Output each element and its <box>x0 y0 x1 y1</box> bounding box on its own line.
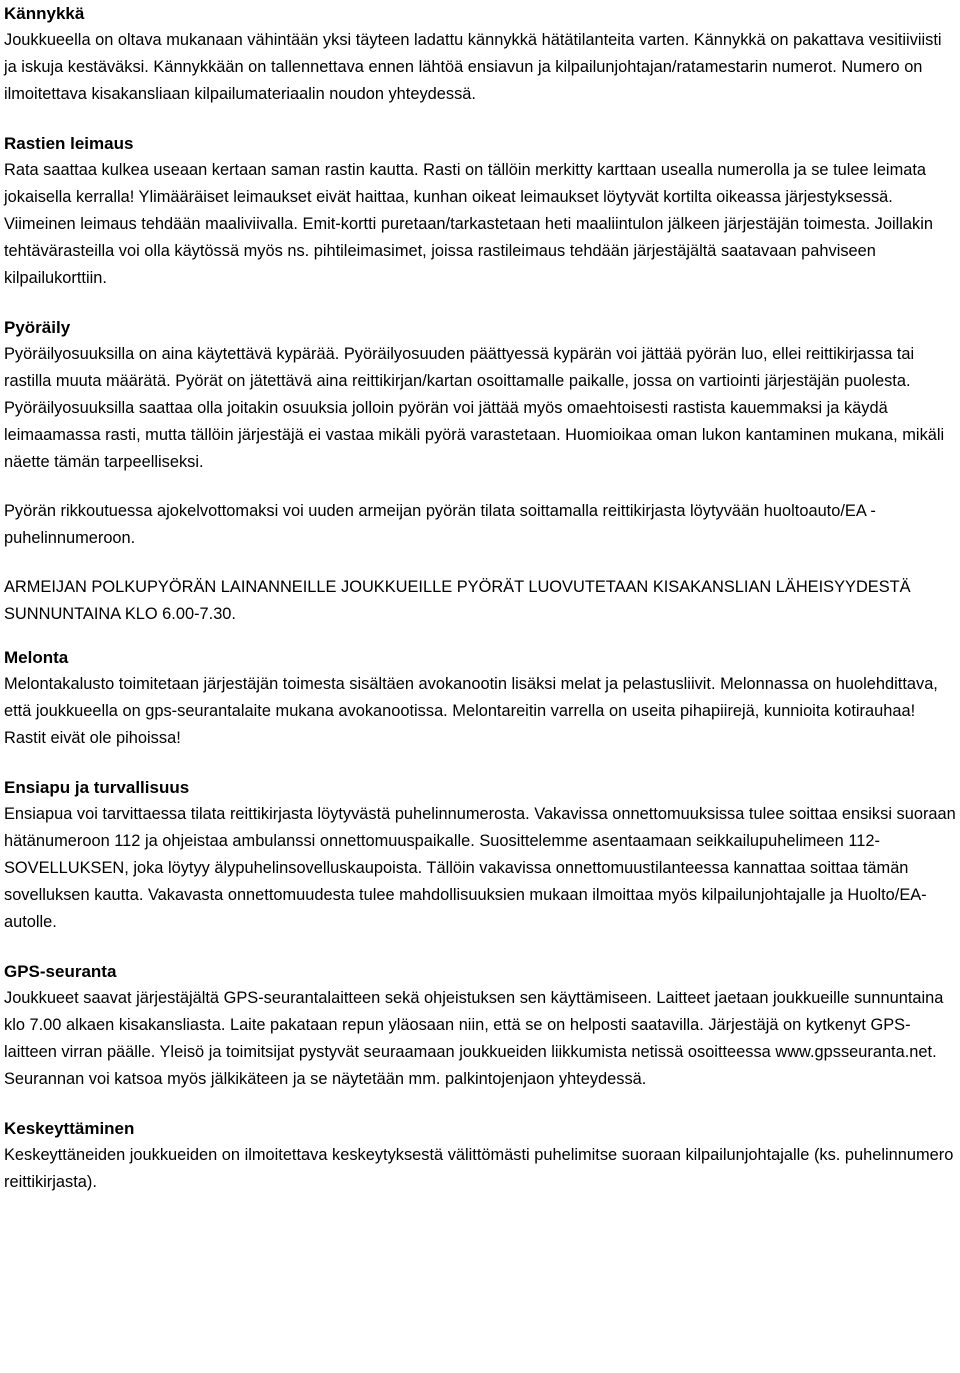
section-gps-tracking <box>4 958 958 1093</box>
section-paragraph-checkpoint-stamping: Rata saattaa kulkea useaan kertaan saman rastin kautta. Rasti on tällöin merkitty karttaan usealla numerolla ja se tulee leimata jokaisella kerralla! Ylimääräiset leimaukset eivät haittaa, kunhan oikeat leimaukset löytyvät kortilta oikeassa järjestyksessä. Viimeinen leimaus tehdään maaliviivalla. Emit-kortti puretaan/tarkastetaan heti maaliintulon jälkeen järjestäjän toimesta. Joillakin tehtävärasteilla voi olla käytössä myös ns. pihtileimasimet, joissa rastileimaus tehdään järjestäjältä saatavaan pahviseen kilpailukorttiin. <box>4 161 933 287</box>
section-cycling <box>4 314 958 628</box>
section-withdrawal <box>4 1115 958 1196</box>
section-phone <box>4 0 958 108</box>
section-paddling <box>4 644 958 752</box>
section-heading-withdrawal: Keskeyttäminen <box>4 1119 135 1138</box>
section-paragraph-cycling-1: Pyöräilyosuuksilla on aina käytettävä kypärää. Pyöräilyosuuden päättyessä kypärän voi jättää pyörän luo, ellei reittikirjassa tai rastilla muuta määrätä. Pyörät on jätettävä aina reittikirjan/kartan osoittamalle paikalle, jossa on vartiointi järjestäjän puolesta. Pyöräilyosuuksilla saattaa olla joitakin osuuksia jolloin pyörän voi jättää myös omaehtoisesti rastista kauemmaksi ja käydä leimaamassa rasti, mutta tällöin järjestäjä ei vastaa mikäli pyörä varastetaan. Huomioikaa oman lukon kantaminen mukana, mikäli näette tämän tarpeelliseksi. <box>4 345 945 471</box>
section-paragraph-paddling: Melontakalusto toimitetaan järjestäjän toimesta sisältäen avokanootin lisäksi melat ja pelastusliivit. Melonnassa on huolehdittava, että joukkueella on gps-seurantalaite mukana avokanootissa. Melontareitin varrella on useita pihapiirejä, kunnioita kotirauhaa! Rastit eivät ole pihoissa! <box>4 675 938 747</box>
section-heading-phone: Kännykkä <box>4 4 85 23</box>
section-paragraph-withdrawal: Keskeyttäneiden joukkueiden on ilmoitettava keskeytyksestä välittömästi puhelimitse suoraan kilpailunjohtajalle (ks. puhelinnumero reittikirjasta). <box>4 1146 954 1191</box>
section-first-aid-safety <box>4 774 958 936</box>
section-heading-checkpoint-stamping: Rastien leimaus <box>4 134 134 153</box>
section-paragraph-phone: Joukkueella on oltava mukanaan vähintään yksi täyteen ladattu kännykkä hätätilanteita varten. Kännykkä on pakattava vesitiiviisti ja iskuja kestäväksi. Kännykkään on tallennettava ennen lähtöä ensiavun ja kilpailunjohtajan/ratamestarin numerot. Numero on ilmoitettava kisakansliaan kilpailumateriaalin noudon yhteydessä. <box>4 31 942 103</box>
section-paragraph-gps-tracking: Joukkueet saavat järjestäjältä GPS-seurantalaitteen sekä ohjeistuksen sen käyttämiseen. Laitteet jaetaan joukkueille sunnuntaina klo 7.00 alkaen kisakansliasta. Laite pakataan repun yläosaan niin, että se on helposti saatavilla. Järjestäjä on kytkenyt GPS-laitteen virran päälle. Yleisö ja toimitsijat pystyvät seuraamaan joukkueiden liikkumista netissä osoitteessa www.gpsseuranta.net. Seurannan voi katsoa myös jälkikäteen ja se näytetään mm. palkintojenjaon yhteydessä. <box>4 989 944 1088</box>
section-paragraph-cycling-2: Pyörän rikkoutuessa ajokelvottomaksi voi uuden armeijan pyörän tilata soittamalla reittikirjasta löytyvään huoltoauto/EA -puhelinnumeroon. <box>4 502 876 547</box>
section-heading-gps-tracking: GPS-seuranta <box>4 962 117 981</box>
section-paragraph-first-aid-safety: Ensiapua voi tarvittaessa tilata reittikirjasta löytyvästä puhelinnumerosta. Vakavissa onnettomuuksissa tulee soittaa ensiksi suoraan hätänumeroon 112 ja ohjeistaa ambulanssi onnettomuuspaikalle. Suosittelemme asentaamaan seikkailupuhelimeen 112-SOVELLUKSEN, joka löytyy älypuhelinsovelluskaupoista. Tällöin vakavissa onnettomuustilanteessa kannattaa soittaa tämän sovelluksen kautta. Vakavasta onnettomuudesta tulee mahdollisuuksien mukaan ilmoittaa myös kilpailunjohtajalle ja Huolto/EA-autolle. <box>4 805 956 931</box>
section-heading-paddling: Melonta <box>4 648 69 667</box>
section-paragraph-cycling-notice: ARMEIJAN POLKUPYÖRÄN LAINANNEILLE JOUKKUEILLE PYÖRÄT LUOVUTETAAN KISAKANSLIAN LÄHEISYYDESTÄ SUNNUNTAINA KLO 6.00-7.30. <box>4 578 911 623</box>
section-heading-first-aid-safety: Ensiapu ja turvallisuus <box>4 778 190 797</box>
section-heading-cycling: Pyöräily <box>4 318 71 337</box>
section-checkpoint-stamping <box>4 130 958 292</box>
